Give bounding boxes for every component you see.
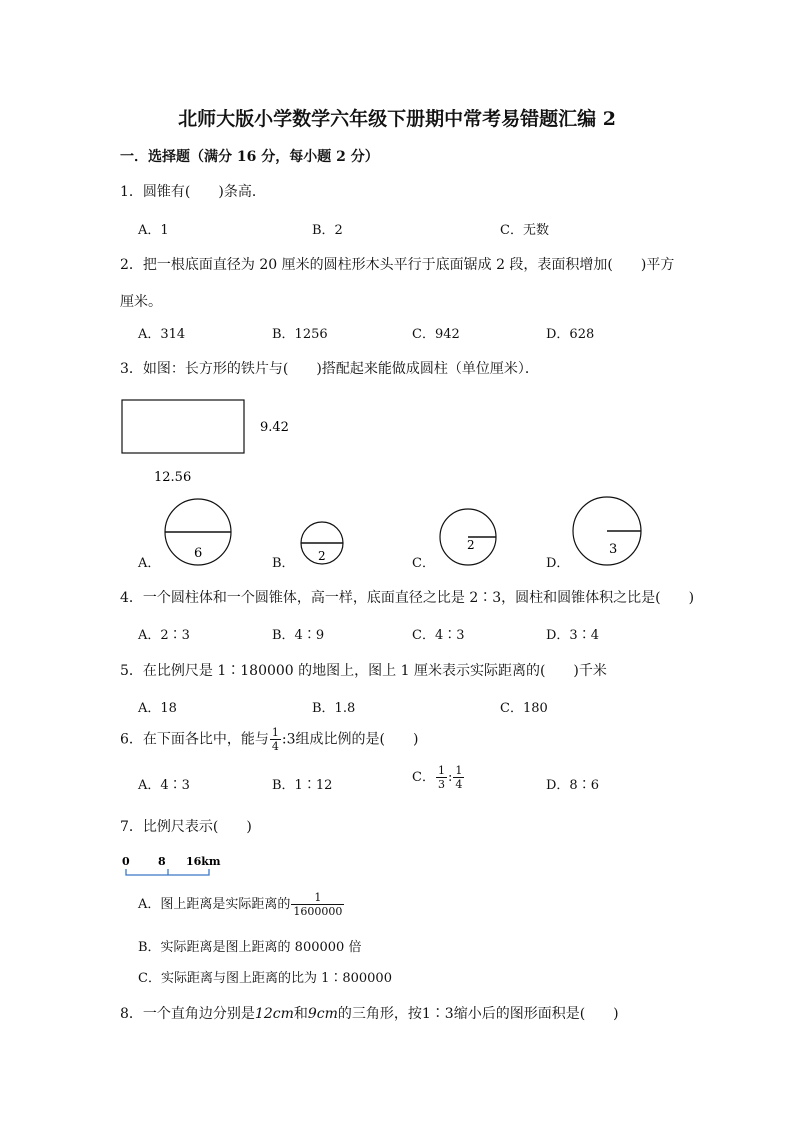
question-5-option-b: B．1.8 [312,701,356,716]
question-6-option-a: A．4∶3 [138,778,190,793]
question-3-text: 3．如图：长方形的铁片与( )搭配起来能做成圆柱（单位厘米）． [120,361,539,377]
question-7-text: 7．比例尺表示( ) [120,819,252,835]
rectangle-width-label: 12.56 [154,470,192,485]
question-6-option-c-fraction-2 [453,764,464,791]
question-8-value-1: 12cm [254,1006,294,1022]
question-6-option-c-separator: : [447,770,453,785]
question-6-prefix: 6．在下面各比中，能与 [120,731,269,748]
scale-label-8: 8 [158,855,166,868]
question-5-option-c: C．180 [500,701,548,716]
question-6-option-c-fraction-2-numerator: 1 [455,764,463,777]
question-3-option-b: B． [272,556,295,571]
question-6-fraction-denominator: 4 [271,740,279,753]
rectangle-shape [122,400,244,453]
question-6-option-c-fraction-1 [436,764,447,791]
page-title: 北师大版小学数学六年级下册期中常考易错题汇编 2 [178,108,616,130]
circle-d-label: 3 [609,542,618,557]
question-2-option-b: B．1256 [272,327,328,342]
question-4-option-a: A．2∶3 [138,628,190,643]
question-6-fraction [270,726,281,753]
question-1-option-a: A．1 [138,223,169,238]
question-6-option-d: D．8∶6 [546,778,599,793]
question-2-line-2: 厘米。 [120,294,162,310]
circle-a-label: 6 [194,546,203,561]
question-3-option-c: C． [412,556,435,571]
circle-b-label: 2 [318,549,326,563]
rectangle-figure [110,392,330,488]
question-3-option-d: D． [546,556,570,571]
question-5-text: 5．在比例尺是 1∶180000 的地图上，图上 1 厘米表示实际距离的( )千米 [120,663,607,679]
question-8-part-1: 8．一个直角边分别是 [120,1006,255,1022]
question-8-value-2: 9cm [307,1006,338,1022]
scale-bar-figure [118,852,228,882]
circle-figure-b [297,518,347,568]
question-5-option-a: A．18 [138,701,177,716]
question-1-option-b: B．2 [312,223,343,238]
question-7-option-a-numerator: 1 [291,891,344,905]
question-4-text: 4．一个圆柱体和一个圆锥体，高一样，底面直径之比是 2∶3，圆柱和圆锥体积之比是( ) [120,590,695,606]
question-6-option-b: B．1∶12 [272,778,333,793]
question-7-option-b: B．实际距离是图上距离的 800000 倍 [138,940,362,955]
question-6-option-c [412,764,465,791]
question-6-text [120,726,418,753]
scale-label-16km: 16km [186,855,221,868]
question-7-option-c: C．实际距离与图上距离的比为 1∶800000 [138,971,392,986]
question-7-option-a-fraction [291,891,344,918]
question-3-option-a: A． [138,556,161,571]
circle-c-label: 2 [467,538,475,552]
question-1-text: 1．圆锥有( )条高． [120,184,266,200]
scale-label-0: 0 [122,855,130,868]
question-2-line-1: 2．把一根底面直径为 20 厘米的圆柱形木头平行于底面锯成 2 段，表面积增加( )平方 [120,257,675,273]
question-4-option-b: B．4∶9 [272,628,325,643]
question-4-option-d: D．3∶4 [546,628,599,643]
question-7-option-a [138,891,345,918]
circle-figure-c [436,505,500,569]
question-7-option-a-text: A．图上距离是实际距离的 [138,897,291,912]
question-8-part-3: 的三角形，按1∶3缩小后的图形面积是( ) [337,1006,619,1022]
question-6-suffix: :3组成比例的是( ) [281,731,419,748]
question-7-option-a-denominator: 1600000 [293,905,343,918]
question-6-option-c-fraction-1-numerator: 1 [437,764,445,777]
question-6-option-c-fraction-1-denominator: 3 [437,778,445,791]
circle-figure-a [160,494,236,570]
question-6-fraction-numerator: 1 [271,726,279,739]
section-heading: 一．选择题（满分 16 分，每小题 2 分） [120,149,379,165]
question-4-option-c: C．4∶3 [412,628,465,643]
question-6-option-c-label: C． [412,770,435,785]
question-2-option-c: C．942 [412,327,460,342]
question-2-option-d: D．628 [546,327,595,342]
question-8-part-2: 和 [293,1006,308,1022]
circle-figure-d [569,493,645,569]
question-2-option-a: A．314 [138,327,186,342]
question-8-text [120,1003,619,1023]
question-6-option-c-fraction-2-denominator: 4 [455,778,463,791]
rectangle-height-label: 9.42 [260,420,289,435]
question-1-option-c: C．无数 [500,223,549,238]
